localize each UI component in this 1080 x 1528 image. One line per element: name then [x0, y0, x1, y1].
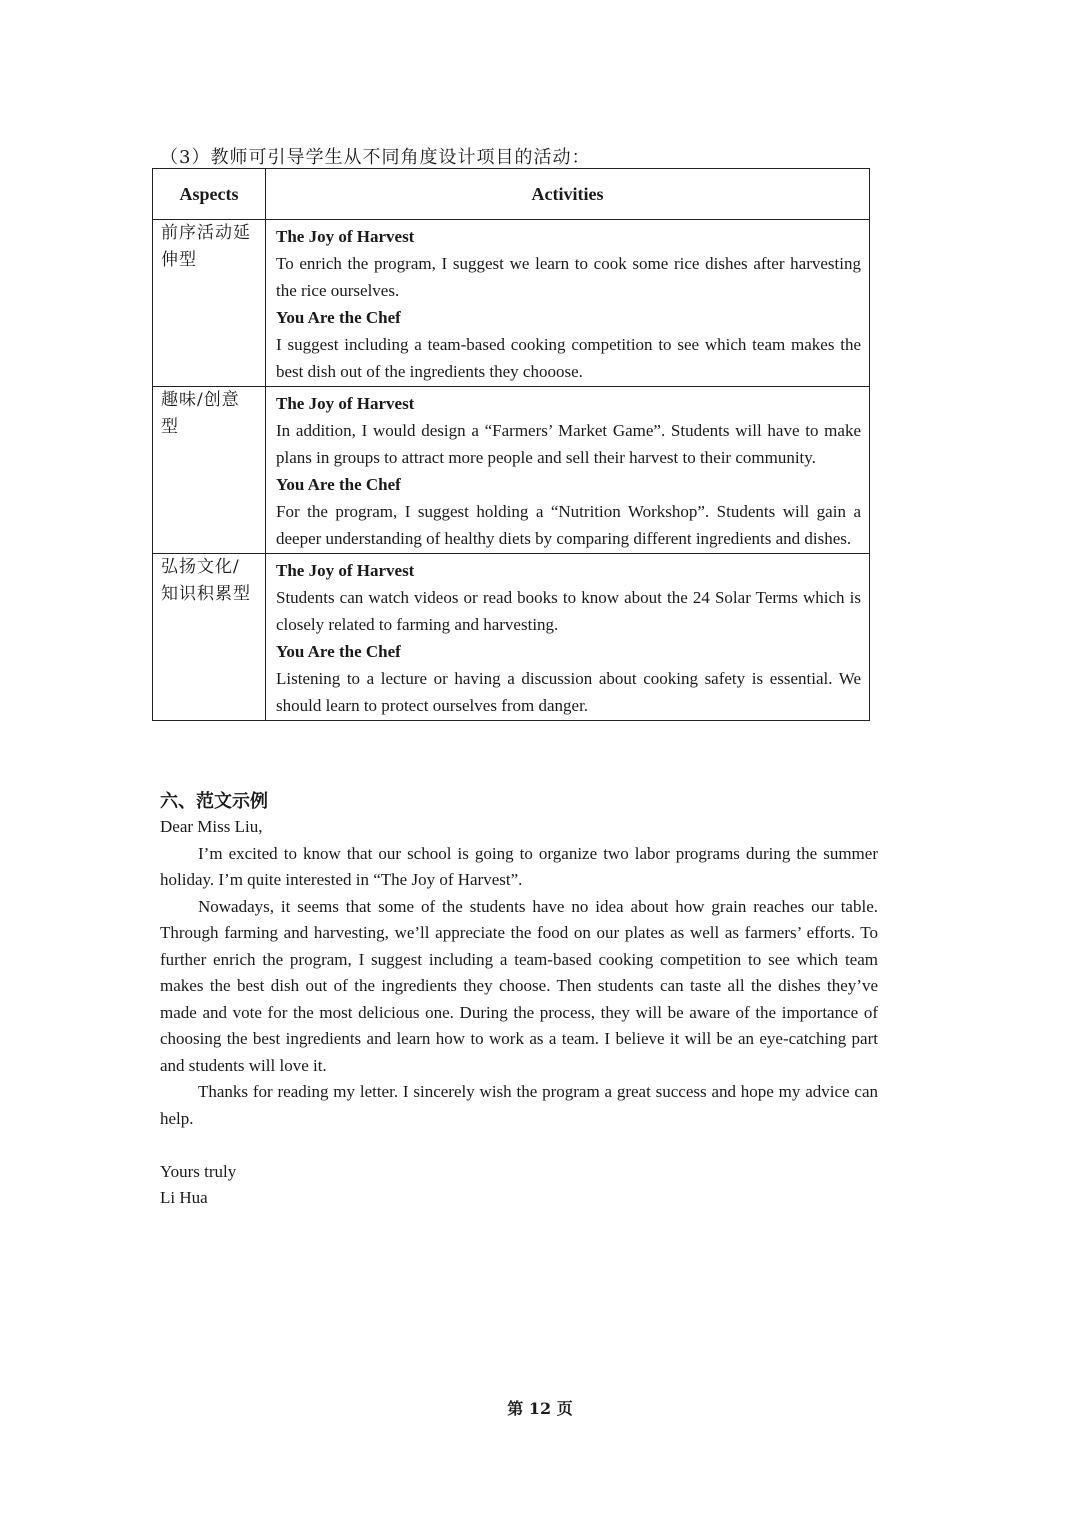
table-row: [153, 554, 870, 721]
page-number: 第 12 页: [507, 1399, 573, 1418]
sample-letter: [160, 814, 878, 1212]
header-aspects: Aspects: [153, 169, 266, 220]
table-header-row: [153, 169, 870, 220]
activity-text: In addition, I would design a “Farmers’ Market Game”. Students will have to make plans in groups to attract more people and sell their harvest to their community.: [276, 421, 861, 467]
aspect-cell: 弘扬文化/知识积累型: [153, 554, 266, 721]
activity-text: For the program, I suggest holding a “Nutrition Workshop”. Students will gain a deeper understanding of healthy diets by comparing different ingredients and dishes.: [276, 502, 861, 548]
letter-salutation: Dear Miss Liu,: [160, 817, 263, 836]
aspect-cell: 趣味/创意型: [153, 387, 266, 554]
aspect-cell: 前序活动延伸型: [153, 220, 266, 387]
activities-cell: [266, 220, 870, 387]
letter-signature: Li Hua: [160, 1188, 208, 1207]
letter-paragraph: Thanks for reading my letter. I sincerely wish the program a great success and hope my advice can help.: [160, 1082, 878, 1128]
activity-text: To enrich the program, I suggest we learn to cook some rice dishes after harvesting the rice ourselves.: [276, 254, 861, 300]
activity-text: Listening to a lecture or having a discussion about cooking safety is essential. We should learn to protect ourselves from danger.: [276, 669, 861, 715]
activities-cell: [266, 387, 870, 554]
table-row: [153, 220, 870, 387]
header-activities: Activities: [266, 169, 870, 220]
section-heading: 六、范文示例: [160, 791, 268, 812]
activities-cell: [266, 554, 870, 721]
letter-paragraph: I’m excited to know that our school is going to organize two labor programs during the summer holiday. I’m quite interested in “The Joy of Harvest”.: [160, 843, 878, 889]
activity-title: You Are the Chef: [276, 475, 401, 494]
activity-title: The Joy of Harvest: [276, 227, 415, 246]
activity-text: I suggest including a team-based cooking competition to see which team makes the best dish out of the ingredients they chooose.: [276, 335, 861, 381]
activity-title: You Are the Chef: [276, 308, 401, 327]
table-row: [153, 387, 870, 554]
activities-table: [152, 168, 870, 721]
letter-closing: Yours truly: [160, 1161, 237, 1181]
letter-spacer: [160, 1132, 878, 1159]
activity-title: The Joy of Harvest: [276, 394, 415, 413]
activity-title: You Are the Chef: [276, 642, 401, 661]
letter-paragraph: Nowadays, it seems that some of the students have no idea about how grain reaches our table. Through farming and harvesting, we’ll appreciate the food on our plates as well as farmers’ efforts. To further enrich the program, I suggest including a team-based cooking competition to see which team makes the best dish out of the ingredients they choose. Then students can taste all the dishes they’ve made and vote for the most delicious one. During the process, they will be aware of the importance of choosing the best ingredients and learn how to work as a team. I believe it will be an eye-catching part and students will love it.: [160, 896, 878, 1075]
activity-title: The Joy of Harvest: [276, 561, 415, 580]
activity-text: Students can watch videos or read books to know about the 24 Solar Terms which is closely related to farming and harvesting.: [276, 588, 861, 634]
intro-instruction: （3）教师可引导学生从不同角度设计项目的活动：: [160, 147, 591, 168]
